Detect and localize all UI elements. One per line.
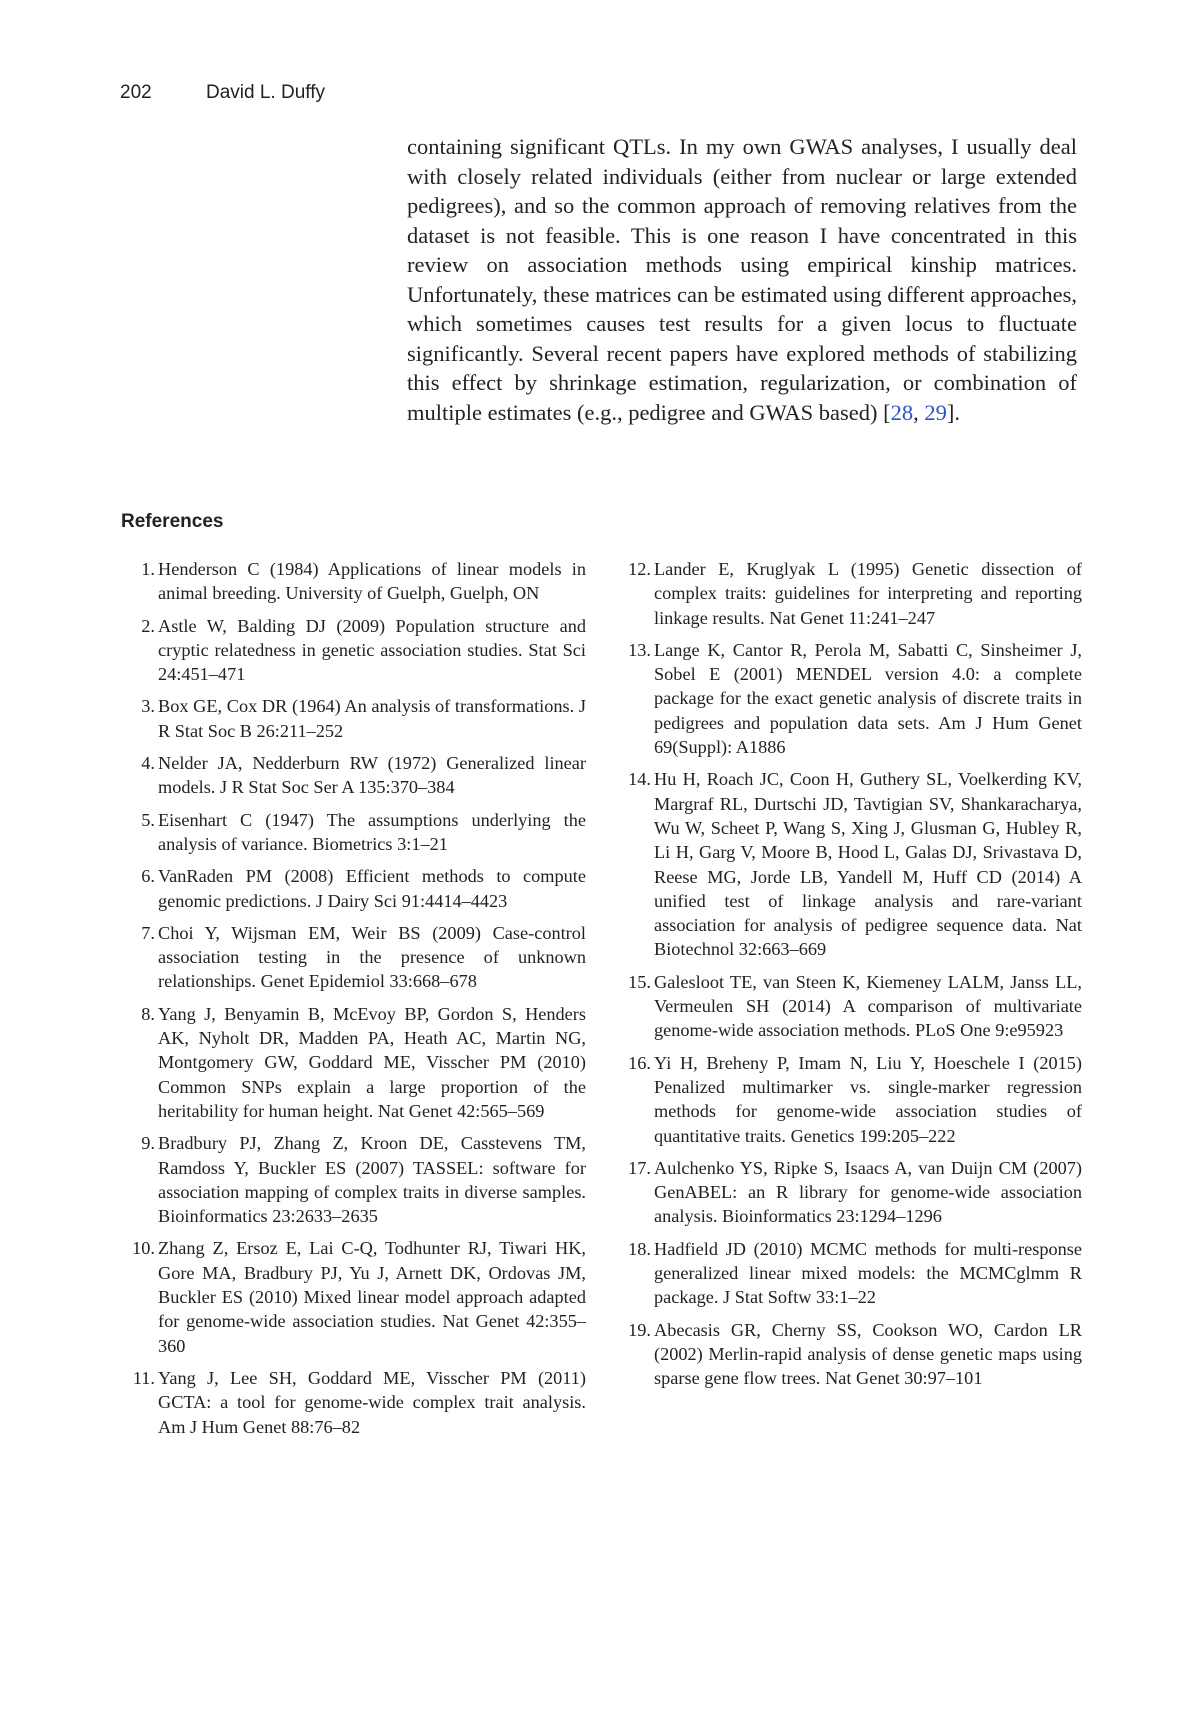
reference-number: 8. [141,1003,155,1024]
reference-text: VanRaden PM (2008) Efficient methods to compute genomic predictions. J Dairy Sci 91:4414–4423 [158,866,586,911]
reference-item [616,1156,1082,1229]
reference-number: 15. [628,971,651,992]
reference-number: 7. [141,922,155,943]
reference-number: 16. [628,1052,651,1073]
reference-item [120,557,586,606]
reference-number: 9. [141,1133,155,1154]
body-text-end: ]. [946,399,960,425]
reference-number: 19. [628,1319,651,1340]
references-right-column [616,557,1082,1399]
references-heading: References [121,511,224,532]
reference-number: 2. [141,615,155,636]
reference-item [616,638,1082,759]
reference-text: Eisenhart C (1947) The assumptions underlying the analysis of variance. Biometrics 3:1–21 [158,809,586,854]
citation-separator: , [913,399,925,425]
reference-text: Henderson C (1984) Applications of linear models in animal breeding. University of Guelph, Guelph, ON [158,559,586,604]
reference-text: Galesloot TE, van Steen K, Kiemeney LALM, Janss LL, Vermeulen SH (2014) A comparison of multivariate genome-wide association methods. PLoS One 9:e95923 [654,971,1082,1041]
reference-number: 11. [132,1367,155,1388]
running-header [120,82,325,104]
reference-item [120,694,586,743]
reference-number: 17. [628,1157,651,1178]
reference-text: Nelder JA, Nedderburn RW (1972) Generalized linear models. J R Stat Soc Ser A 135:370–384 [158,753,586,798]
reference-text: Choi Y, Wijsman EM, Weir BS (2009) Case-control association testing in the presence of unknown relationships. Genet Epidemiol 33:668–678 [158,922,586,992]
running-head-author: David L. Duffy [206,82,325,103]
reference-item [120,1002,586,1123]
reference-item [616,1237,1082,1310]
reference-text: Bradbury PJ, Zhang Z, Kroon DE, Casstevens TM, Ramdoss Y, Buckler ES (2007) TASSEL: software for association mapping of complex traits in diverse samples. Bioinformatics 23:2633–2635 [158,1133,586,1227]
reference-item [616,1051,1082,1148]
reference-text: Yang J, Benyamin B, McEvoy BP, Gordon S, Henders AK, Nyholt DR, Madden PA, Heath AC, Martin NG, Montgomery GW, Goddard ME, Visscher PM (2010) Common SNPs explain a large proportion of the heritability for human height. Nat Genet 42:565–569 [158,1003,586,1121]
reference-item [120,864,586,913]
reference-number: 12. [628,559,651,579]
reference-item [616,767,1082,961]
reference-number: 3. [141,696,155,717]
reference-item [120,921,586,994]
reference-text: Hadfield JD (2010) MCMC methods for multi-response generalized linear mixed models: the MCMCglmm R package. J Stat Softw 33:1–22 [654,1238,1082,1308]
reference-number: 18. [628,1238,651,1259]
reference-text: Box GE, Cox DR (1964) An analysis of transformations. J R Stat Soc B 26:211–252 [158,696,586,741]
reference-text: Astle W, Balding DJ (2009) Population structure and cryptic relatedness in genetic association studies. Stat Sci 24:451–471 [158,615,586,685]
page-number: 202 [120,82,152,103]
reference-item [120,1131,586,1228]
reference-number: 14. [628,769,651,790]
reference-text: Hu H, Roach JC, Coon H, Guthery SL, Voelkerding KV, Margraf RL, Durtschi JD, Tavtigian SV, Shankaracharya, Wu W, Scheet P, Wang S, Xing J, Glusman G, Hubley R, Li H, Garg V, Moore B, Hood L, Galas DJ, Srivastava D, Reese MG, Jorde LB, Yandell M, Huff CD (2014) A unified test of linkage analysis and rare-variant association for analysis of pedigree sequence data. Nat Biotechnol 32:663–669 [654,769,1082,960]
reference-item [120,1366,586,1439]
reference-text: Yang J, Lee SH, Goddard ME, Visscher PM (2011) GCTA: a tool for genome-wide complex trait analysis. Am J Hum Genet 88:76–82 [158,1367,586,1437]
reference-number: 4. [141,753,155,774]
reference-text: Zhang Z, Ersoz E, Lai C-Q, Todhunter RJ, Tiwari HK, Gore MA, Bradbury PJ, Yu J, Arnett DK, Ordovas JM, Buckler ES (2010) Mixed linear model approach adapted for genome-wide association studies. Nat Genet 42:355–360 [158,1238,586,1356]
reference-number: 10. [132,1238,155,1259]
reference-number: 13. [628,639,651,660]
reference-item [120,751,586,800]
reference-text: Lange K, Cantor R, Perola M, Sabatti C, Sinsheimer J, Sobel E (2001) MENDEL version 4.0: a complete package for the exact genetic analysis of discrete traits in pedigrees and population data sets. Am J Hum Genet 69(Suppl): A1886 [654,639,1082,758]
reference-item [120,614,586,687]
references-left-column [120,557,586,1447]
reference-item [120,808,586,857]
reference-number: 6. [141,866,155,887]
reference-text: Aulchenko YS, Ripke S, Isaacs A, van Duijn CM (2007) GenABEL: an R library for genome-wide association analysis. Bioinformatics 23:1294–1296 [654,1157,1082,1227]
reference-text: Yi H, Breheny P, Imam N, Liu Y, Hoeschele I (2015) Penalized multimarker vs. single-marker regression methods for genome-wide association studies of quantitative traits. Genetics 199:205–222 [654,1052,1082,1146]
body-paragraph [407,132,1077,427]
reference-item [616,557,1082,630]
reference-text: Abecasis GR, Cherny SS, Cookson WO, Cardon LR (2002) Merlin-rapid analysis of dense genetic maps using sparse gene flow trees. Nat Genet 30:97–101 [654,1319,1082,1389]
reference-item [120,1236,586,1357]
reference-number: 5. [141,809,155,830]
reference-number: 1. [141,559,155,579]
reference-text: Lander E, Kruglyak L (1995) Genetic dissection of complex traits: guidelines for interpreting and reporting linkage results. Nat Genet 11:241–247 [654,559,1082,628]
reference-item [616,970,1082,1043]
citation-link-28[interactable]: 28 [890,399,914,425]
reference-item [616,1318,1082,1391]
body-text: containing significant QTLs. In my own GWAS analyses, I usually deal with closely related individuals (either from nuclear or large extended pedigrees), and so the common approach of removing relatives from the dataset is not feasible. This is one reason I have concentrated in this review on association methods using empirical kinship matrices. Unfortunately, these matrices can be estimated using different approaches, which sometimes causes test results for a given locus to fluctuate significantly. Several recent papers have explored methods of stabilizing this effect by shrinkage estimation, regularization, or combination of multiple estimates (e.g., pedigree and GWAS based) [ [407,134,1077,425]
citation-link-29[interactable]: 29 [924,399,947,425]
